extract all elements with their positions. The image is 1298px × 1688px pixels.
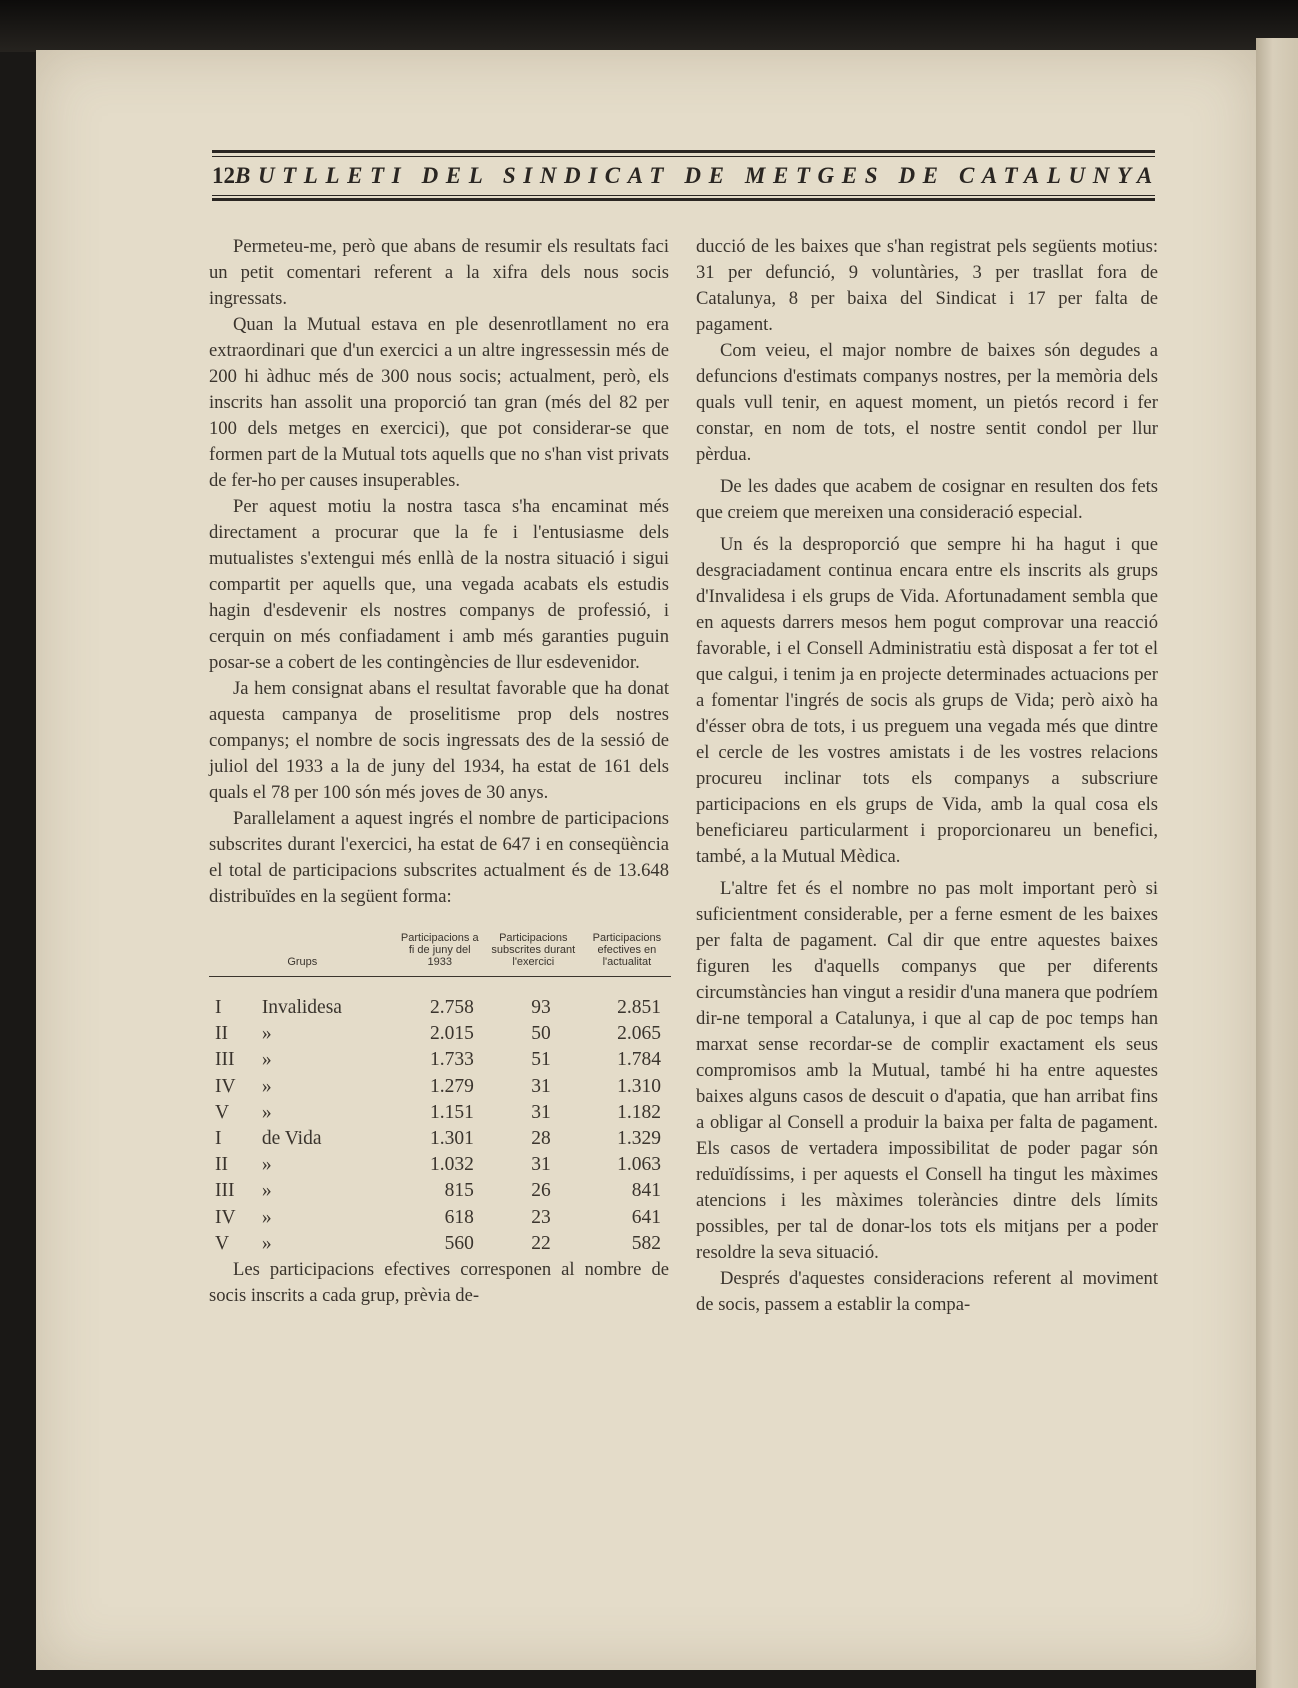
header-grups: Grups bbox=[209, 932, 396, 977]
value-subscribed: 26 bbox=[531, 1180, 551, 1202]
group-number: IV bbox=[215, 1075, 236, 1097]
paragraph: Quan la Mutual estava en ple desenrotllament no era extraordinari que d'un exercici a un altre ingressessin més de 200 hi àdhuc més de 300 nous socis; actualment, però, els inscrits han assolit una proporció tan gran (més del 82 per 100 dels metges en exercici), que pot considerar-se que formen part de la Mutual tots aquells que no s'han vist privats de fer-ho per causes insuperables. bbox=[209, 314, 669, 491]
group-number: V bbox=[215, 1101, 230, 1123]
header-rule-bottom bbox=[212, 198, 1155, 201]
value-current: 1.063 bbox=[617, 1154, 661, 1176]
group-name: » bbox=[261, 1232, 272, 1254]
value-current: 582 bbox=[631, 1232, 661, 1254]
value-1933: 815 bbox=[444, 1180, 474, 1202]
right-column bbox=[696, 234, 1158, 1318]
group-number: IV bbox=[215, 1206, 236, 1228]
paragraph: Permeteu-me, però que abans de resumir els resultats faci un petit comentari referent a la xifra dels nous socis ingressats. bbox=[209, 236, 669, 309]
header-text bbox=[212, 161, 1160, 191]
table-row bbox=[209, 1074, 671, 1100]
table-row bbox=[209, 977, 671, 1022]
group-name: de Vida bbox=[261, 1128, 322, 1150]
value-subscribed: 28 bbox=[531, 1128, 551, 1150]
paragraph: ducció de les baixes que s'han registrat pels següents motius: 31 per defunció, 9 voluntàries, 3 per trasllat fora de Catalunya, 8 per baixa del Sindicat i 17 per falta de pagament. bbox=[696, 236, 1158, 335]
group-number: I bbox=[215, 997, 222, 1018]
participations-table bbox=[209, 932, 671, 1257]
table-row bbox=[209, 1021, 671, 1047]
paragraph: L'altre fet és el nombre no pas molt important però si suficientment considerable, per a ferne esment de les baixes per falta de pagament. Cal dir que entre aquestes baixes figuren les d'aquells companys que per diferents circumstàncies han vingut a residir d'una manera que podríem dir-ne temporal a Catalunya, i que al cap de poc temps han marxat sense recordar-se de complir exactament els seus compromisos amb la Mutual, també hi ha entre aquestes baixes alguns casos de descuit o d'apatia, que han arribat fins a obligar al Consell a produir la baixa per falta de pagament. Els casos de vertadera impossibilitat de poder pagar són reduïdíssims, i per aquests el Consell ha tingut les màximes atencions i les màximes toleràncies dintre dels límits possibles, per tal de donar-los tots els mitjans per a poder resoldre la seva situació. bbox=[696, 878, 1158, 1263]
group-number: I bbox=[215, 1128, 222, 1150]
table-row bbox=[209, 1205, 671, 1231]
group-name: » bbox=[261, 1154, 272, 1176]
value-1933: 1.279 bbox=[429, 1075, 474, 1097]
paragraph: Parallelament a aquest ingrés el nombre de participacions subscrites durant l'exercici, ha estat de 647 i en conseqüència el total de participacions subscrites actualment és de 13.648 distribuïdes en la següent forma: bbox=[209, 808, 669, 907]
value-subscribed: 31 bbox=[531, 1075, 551, 1097]
group-number: III bbox=[215, 1180, 235, 1202]
group-name: » bbox=[261, 1075, 272, 1097]
value-current: 841 bbox=[631, 1180, 661, 1202]
next-page-edge bbox=[1256, 38, 1298, 1688]
value-subscribed: 31 bbox=[531, 1101, 551, 1123]
header-participations-1933: Participacions a fi de juny del 1933 bbox=[396, 932, 484, 977]
running-title: BUTLLETI DEL SINDICAT DE METGES DE CATALUNYA bbox=[235, 163, 1160, 188]
group-name: » bbox=[261, 1023, 272, 1045]
page-number: 12 bbox=[212, 163, 235, 188]
group-name: » bbox=[261, 1180, 272, 1202]
value-1933: 1.032 bbox=[429, 1154, 474, 1176]
value-1933: 1.301 bbox=[429, 1128, 474, 1150]
group-number: II bbox=[215, 1023, 228, 1045]
value-1933: 618 bbox=[444, 1206, 474, 1228]
value-subscribed: 23 bbox=[531, 1206, 551, 1228]
value-subscribed: 51 bbox=[531, 1049, 551, 1071]
paragraph: De les dades que acabem de cosignar en resulten dos fets que creiem que mereixen una consideració especial. bbox=[696, 476, 1158, 523]
table-row bbox=[209, 1100, 671, 1126]
paragraph: Les participacions efectives corresponen al nombre de socis inscrits a cada grup, prèvia de- bbox=[209, 1259, 669, 1307]
header-participations-subscribed: Participacions subscrites durant l'exercici bbox=[484, 932, 583, 977]
header-rule-top-thin bbox=[212, 156, 1155, 157]
table-row bbox=[209, 1047, 671, 1073]
left-column bbox=[209, 234, 669, 1309]
group-number: II bbox=[215, 1154, 228, 1176]
paragraph: Per aquest motiu la nostra tasca s'ha encaminat més directament a procurar que la fe i l'entusiasme dels mutualistes s'extengui més enllà de la nostra situació i sigui compartit per aquells que, una vegada acabats els estudis hagin d'esdevenir els nostres companys de professió, i cerquin on més confiadament i amb més garanties puguin posar-se a cobert de les contingències de llur esdevenidor. bbox=[209, 496, 669, 673]
table-row bbox=[209, 1231, 671, 1257]
value-subscribed: 31 bbox=[531, 1154, 551, 1176]
value-1933: 2.758 bbox=[429, 997, 474, 1018]
paragraph: Un és la desproporció que sempre hi ha hagut i que desgraciadament continua encara entre els inscrits als grups d'Invalidesa i els grups de Vida. Afortunadament sembla que en aquests darrers mesos hem pogut comprovar una reacció favorable, i el Consell Administratiu està disposat a fer tot el que calgui, i tenim ja en projecte determinades actuacions per a fomentar l'ingrés de socis als grups de Vida; però això ha d'ésser obra de tots, i us preguem una vegada més que dintre el cercle de les vostres amistats i de les vostres relacions procureu inclinar tots els companys a subscriure participacions en els grups de Vida, amb la qual cosa els beneficiareu particularment i proporcionareu un benefici, també, a la Mutual Mèdica. bbox=[696, 534, 1158, 867]
value-subscribed: 50 bbox=[531, 1023, 551, 1045]
paragraph: Com veieu, el major nombre de baixes són degudes a defuncions d'estimats companys nostres, per la memòria dels quals vull tenir, en aquest moment, un pietós record i fer constar, en nom de tots, el nostre sentit condol per llur pèrdua. bbox=[696, 340, 1158, 465]
paragraph: Ja hem consignat abans el resultat favorable que ha donat aquesta campanya de proselitisme prop dels nostres companys; el nombre de socis ingressats des de la sessió de juliol del 1933 a la de juny del 1934, ha estat de 161 dels quals el 78 per 100 són més joves de 30 anys. bbox=[209, 678, 669, 803]
table-row bbox=[209, 1152, 671, 1178]
group-name: » bbox=[261, 1206, 272, 1228]
value-1933: 2.015 bbox=[429, 1023, 474, 1045]
header-rule-top bbox=[212, 150, 1155, 153]
header-participations-current: Participacions efectives en l'actualitat bbox=[583, 932, 671, 977]
table-body bbox=[209, 977, 671, 1258]
table-row bbox=[209, 1126, 671, 1152]
group-name: » bbox=[261, 1101, 272, 1123]
value-current: 641 bbox=[631, 1206, 661, 1228]
value-subscribed: 93 bbox=[531, 997, 551, 1018]
value-current: 1.784 bbox=[617, 1049, 661, 1071]
group-name: » bbox=[261, 1049, 272, 1071]
value-1933: 1.151 bbox=[429, 1101, 474, 1123]
value-subscribed: 22 bbox=[531, 1232, 551, 1254]
value-1933: 1.733 bbox=[429, 1049, 474, 1071]
value-current: 1.310 bbox=[617, 1075, 661, 1097]
paragraph: Després d'aquestes consideracions referent al moviment de socis, passem a establir la compa- bbox=[696, 1268, 1158, 1315]
table-header-row bbox=[209, 932, 671, 977]
header-rule-bottom-thin bbox=[212, 195, 1155, 196]
value-current: 2.065 bbox=[617, 1023, 661, 1045]
running-header bbox=[212, 150, 1160, 202]
scan-background bbox=[0, 0, 1298, 52]
value-1933: 560 bbox=[444, 1232, 474, 1254]
group-number: III bbox=[215, 1049, 235, 1071]
value-current: 1.329 bbox=[617, 1128, 661, 1150]
value-current: 2.851 bbox=[617, 997, 661, 1018]
group-name: Invalidesa bbox=[261, 997, 342, 1018]
group-number: V bbox=[215, 1232, 230, 1254]
table-row bbox=[209, 1178, 671, 1204]
value-current: 1.182 bbox=[617, 1101, 661, 1123]
